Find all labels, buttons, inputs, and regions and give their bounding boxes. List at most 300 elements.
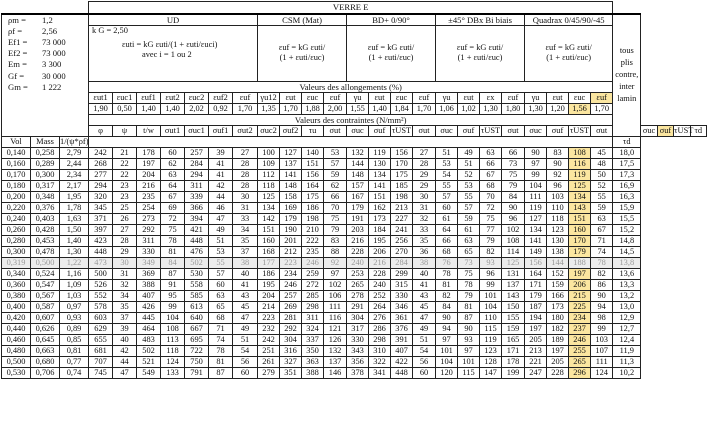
table-cell: 53 <box>209 246 233 257</box>
table-cell: 88 <box>324 246 347 257</box>
table-cell: 79 <box>480 235 502 246</box>
stress-label: σuf <box>657 125 673 136</box>
table-cell: 629 <box>89 323 113 334</box>
table-row <box>2 169 707 180</box>
property-label: Ef2 = <box>8 48 28 59</box>
table-cell: 213 <box>525 345 547 356</box>
table-cell: 0,587 <box>31 301 60 312</box>
table-cell: 343 <box>347 345 369 356</box>
table-cell: 75 <box>324 213 347 224</box>
table-cell: 44 <box>113 356 137 367</box>
table-cell: 361 <box>391 312 413 323</box>
table-cell: 51 <box>458 158 480 169</box>
table-cell: 201 <box>280 235 302 246</box>
table-cell: 294 <box>185 169 209 180</box>
table-cell: 115 <box>480 323 502 334</box>
table-cell: 0,478 <box>31 246 60 257</box>
table-cell: 558 <box>185 279 209 290</box>
dbx-formula <box>436 25 525 81</box>
table-cell: 42 <box>209 180 233 191</box>
table-cell: 93 <box>480 257 502 268</box>
table-cell: 337 <box>302 334 324 345</box>
strain-label: εut <box>547 92 569 103</box>
table-cell: 330 <box>347 334 369 345</box>
table-cell: 57 <box>209 268 233 279</box>
table-cell: 64 <box>161 180 185 191</box>
table-cell: 0,524 <box>31 268 60 279</box>
table-cell: 116 <box>324 312 347 323</box>
table-cell: 118 <box>161 345 185 356</box>
table-cell: 242 <box>258 334 280 345</box>
allongements-title: Valeurs des allongements (%) <box>89 81 613 92</box>
table-cell: 0,289 <box>31 158 60 169</box>
table-cell: 83 <box>324 235 347 246</box>
table-cell: 18,0 <box>613 147 641 158</box>
table-cell: 234 <box>569 312 591 323</box>
table-cell: 273 <box>137 213 161 224</box>
strain-value: 1,30 <box>525 103 547 114</box>
table-cell: 0,85 <box>60 334 89 345</box>
table-cell: 96 <box>547 180 569 191</box>
table-cell: 330 <box>391 290 413 301</box>
table-cell: 222 <box>302 235 324 246</box>
table-cell: 13,2 <box>613 290 641 301</box>
strain-label: εuc2 <box>185 92 209 103</box>
table-cell: 94 <box>436 323 458 334</box>
table-cell: 294 <box>89 180 113 191</box>
table-cell: 47 <box>233 312 258 323</box>
table-cell: 164 <box>302 180 324 191</box>
table-cell: 78 <box>436 268 458 279</box>
table-cell: 160 <box>569 224 591 235</box>
table-cell: 99 <box>480 279 502 290</box>
table-cell: 104 <box>480 301 502 312</box>
table-cell: 104 <box>525 180 547 191</box>
stress-label: τUST <box>480 125 501 135</box>
table-cell: 119 <box>569 169 591 180</box>
table-cell: 221 <box>525 356 547 367</box>
stress-label: σuc1 <box>185 125 209 136</box>
table-cell: 27 <box>413 147 436 158</box>
table-cell: 77 <box>480 224 502 235</box>
table-cell: 655 <box>89 334 113 345</box>
table-cell: 464 <box>137 323 161 334</box>
table-cell: 369 <box>137 268 161 279</box>
table-cell: 445 <box>137 312 161 323</box>
table-cell: 473 <box>89 257 113 268</box>
table-cell: 148 <box>280 180 302 191</box>
bd-formula <box>347 25 436 81</box>
table-cell: 84 <box>436 301 458 312</box>
table-cell: 34 <box>233 224 258 235</box>
table-cell: 131 <box>502 268 525 279</box>
table-cell: 279 <box>258 367 280 378</box>
csm-formula-1: εuf = kG εuti/ <box>278 43 326 52</box>
table-cell: 79 <box>458 290 480 301</box>
strain-value: 2,00 <box>324 103 347 114</box>
table-cell: 101 <box>436 345 458 356</box>
table-cell: 284 <box>391 257 413 268</box>
table-cell: 0,300 <box>2 246 31 257</box>
table-cell: 256 <box>391 235 413 246</box>
table-cell: 526 <box>89 279 113 290</box>
table-cell: 49 <box>458 147 480 158</box>
table-cell: 186 <box>258 268 280 279</box>
stress-label: σut1 <box>161 125 185 136</box>
table-cell: 61 <box>436 213 458 224</box>
table-cell: 81 <box>458 301 480 312</box>
strain-label: εuc1 <box>113 92 137 103</box>
table-cell: 327 <box>280 356 302 367</box>
group-dbx: ±45° DBx Bi biais <box>436 14 525 26</box>
table-cell: 35 <box>233 235 258 246</box>
table-cell: 52 <box>591 180 613 191</box>
table-cell: 83 <box>547 147 569 158</box>
table-row <box>2 312 707 323</box>
table-cell: 55 <box>591 191 613 202</box>
table-cell: 134 <box>525 224 547 235</box>
table-cell: 124 <box>161 356 185 367</box>
table-cell: 87 <box>161 268 185 279</box>
table-cell: 54 <box>233 345 258 356</box>
table-row <box>2 345 707 356</box>
table-cell: 47 <box>209 213 233 224</box>
table-cell: 0,89 <box>60 323 89 334</box>
table-cell: 71 <box>591 235 613 246</box>
table-cell: 82 <box>591 268 613 279</box>
table-cell: 97 <box>525 158 547 169</box>
table-cell: 15,9 <box>613 202 641 213</box>
table-cell: 102 <box>324 279 347 290</box>
strain-label: γu <box>347 92 369 103</box>
table-cell: 33 <box>413 224 436 235</box>
table-cell: 423 <box>89 235 113 246</box>
strain-value: 2,02 <box>185 103 209 114</box>
table-cell: 291 <box>347 301 369 312</box>
table-cell: 448 <box>391 367 413 378</box>
table-cell: 99 <box>591 323 613 334</box>
table-cell: 29 <box>413 169 436 180</box>
table-cell: 376 <box>391 323 413 334</box>
table-cell: 265 <box>347 279 369 290</box>
strain-label: γu12 <box>258 92 280 103</box>
table-cell: 1,40 <box>60 235 89 246</box>
table-cell: 59 <box>324 169 347 180</box>
table-cell: 157 <box>347 180 369 191</box>
kg-value: k G = 2,50 <box>92 25 128 35</box>
table-cell: 81 <box>161 246 185 257</box>
table-cell: 51 <box>413 334 436 345</box>
head-phi: φ <box>89 125 113 136</box>
table-cell: 240 <box>369 279 391 290</box>
table-cell: 272 <box>302 279 324 290</box>
table-cell: 13,8 <box>613 257 641 268</box>
right-note <box>613 14 641 137</box>
stress-label: τUST <box>674 125 694 135</box>
table-cell: 109 <box>258 158 280 169</box>
table-cell: 158 <box>280 191 302 202</box>
table-cell: 51 <box>209 235 233 246</box>
table-cell: 72 <box>480 202 502 213</box>
strain-label: εut <box>280 92 302 103</box>
table-cell: 0,420 <box>2 312 31 323</box>
table-cell: 184 <box>369 224 391 235</box>
table-cell: 28 <box>413 158 436 169</box>
table-cell: 170 <box>569 235 591 246</box>
table-cell: 2,17 <box>60 180 89 191</box>
table-cell: 178 <box>502 356 525 367</box>
table-cell: 106 <box>324 290 347 301</box>
table-cell: 119 <box>525 202 547 213</box>
table-cell: 0,360 <box>2 279 31 290</box>
strain-label: εuc <box>569 92 591 103</box>
table-cell: 30 <box>113 257 137 268</box>
table-cell: 82 <box>480 246 502 257</box>
table-cell: 2,34 <box>60 169 89 180</box>
table-cell: 11,9 <box>613 345 641 356</box>
table-cell: 87 <box>458 312 480 323</box>
head-vol: Vol <box>2 136 31 147</box>
table-cell: 62 <box>161 158 185 169</box>
strain-label: εut <box>458 92 480 103</box>
material-properties <box>2 14 89 137</box>
stress-label: σuc <box>525 125 547 136</box>
table-cell: 118 <box>547 213 569 224</box>
table-cell: 205 <box>525 334 547 345</box>
dbx-formula-2: (1 + εuti/εuc) <box>457 53 503 62</box>
strain-value: 1,35 <box>258 103 280 114</box>
table-cell: 52 <box>458 169 480 180</box>
table-cell: 30 <box>413 191 436 202</box>
table-cell: 276 <box>369 312 391 323</box>
table-cell: 191 <box>347 213 369 224</box>
table-cell: 101 <box>458 356 480 367</box>
table-cell: 0,200 <box>2 191 31 202</box>
strain-label: γu <box>525 92 547 103</box>
head-psi: ψ <box>113 125 137 136</box>
table-cell: 215 <box>569 290 591 301</box>
table-cell: 214 <box>258 301 280 312</box>
table-cell: 0,258 <box>31 147 60 158</box>
table-cell: 37 <box>233 246 258 257</box>
table-cell: 173 <box>369 213 391 224</box>
table-cell: 1,16 <box>60 268 89 279</box>
table-cell: 60 <box>436 202 458 213</box>
table-cell: 26 <box>113 213 137 224</box>
table-cell: 111 <box>324 301 347 312</box>
table-cell: 0,348 <box>31 191 60 202</box>
table-cell: 521 <box>137 356 161 367</box>
table-cell: 0,77 <box>60 356 89 367</box>
table-cell: 137 <box>324 356 347 367</box>
table-cell: 0,440 <box>2 323 31 334</box>
table-cell: 55 <box>436 180 458 191</box>
table-cell: 0,376 <box>31 202 60 213</box>
table-cell: 388 <box>302 367 324 378</box>
table-cell: 237 <box>569 323 591 334</box>
table-cell: 296 <box>569 367 591 378</box>
table-cell: 255 <box>569 345 591 356</box>
table-cell: 552 <box>89 290 113 301</box>
table-cell: 585 <box>185 290 209 301</box>
strain-value: 1,30 <box>480 103 502 114</box>
property-value: 1,2 <box>42 14 53 25</box>
table-cell: 0,160 <box>2 158 31 169</box>
table-cell: 95 <box>161 290 185 301</box>
table-cell: 407 <box>137 290 161 301</box>
table-cell: 27 <box>233 147 258 158</box>
table-cell: 0,400 <box>2 301 31 312</box>
table-cell: 448 <box>89 246 113 257</box>
table-cell: 151 <box>302 158 324 169</box>
table-cell: 234 <box>280 268 302 279</box>
table-cell: 285 <box>302 290 324 301</box>
table-cell: 66 <box>502 147 525 158</box>
table-cell: 350 <box>302 345 324 356</box>
table-cell: 0,547 <box>31 279 60 290</box>
stress-label: σut <box>324 125 347 136</box>
group-bd: BD+ 0/90° <box>347 14 436 26</box>
table-cell: 549 <box>137 367 161 378</box>
bd-formula-1: εuf = kG εuti/ <box>367 43 415 52</box>
table-cell: 252 <box>369 290 391 301</box>
table-cell: 12,4 <box>613 334 641 345</box>
table-cell: 48 <box>591 158 613 169</box>
table-cell: 140 <box>302 147 324 158</box>
table-cell: 197 <box>547 345 569 356</box>
table-cell: 330 <box>137 246 161 257</box>
table-cell: 103 <box>547 191 569 202</box>
table-cell: 84 <box>161 257 185 268</box>
table-cell: 0,319 <box>2 257 31 268</box>
strain-value: 1,55 <box>347 103 369 114</box>
table-cell: 50 <box>591 169 613 180</box>
table-cell: 1,22 <box>60 257 89 268</box>
table-cell: 96 <box>502 213 525 224</box>
table-cell: 483 <box>137 334 161 345</box>
table-cell: 42 <box>113 345 137 356</box>
table-cell: 228 <box>547 367 569 378</box>
table-cell: 146 <box>324 367 347 378</box>
stress-label: τd <box>690 125 706 136</box>
table-cell: 79 <box>502 180 525 191</box>
table-cell: 125 <box>502 257 525 268</box>
table-cell: 216 <box>137 180 161 191</box>
table-cell: 269 <box>280 301 302 312</box>
table-cell: 681 <box>89 345 113 356</box>
table-cell: 96 <box>480 268 502 279</box>
table-cell: 199 <box>502 367 525 378</box>
table-cell: 143 <box>569 202 591 213</box>
table-cell: 38 <box>233 257 258 268</box>
data-table <box>1 1 707 379</box>
property-5 <box>5 71 88 82</box>
table-cell: 144 <box>547 257 569 268</box>
ud-formula <box>89 25 258 81</box>
strain-label: εut1 <box>89 92 113 103</box>
table-row <box>2 213 707 224</box>
table-cell: 1,03 <box>60 290 89 301</box>
table-cell: 2,44 <box>60 158 89 169</box>
table-cell: 144 <box>347 158 369 169</box>
table-cell: 223 <box>258 312 280 323</box>
strain-value: 0,50 <box>113 103 137 114</box>
table-cell: 791 <box>185 367 209 378</box>
table-cell: 99 <box>525 169 547 180</box>
table-cell: 113 <box>161 334 185 345</box>
table-cell: 73 <box>502 158 525 169</box>
stress-label: σut <box>413 125 436 136</box>
table-row <box>2 180 707 191</box>
table-cell: 0,140 <box>2 147 31 158</box>
table-cell: 74 <box>591 246 613 257</box>
table-cell: 78 <box>209 345 233 356</box>
table-cell: 189 <box>547 334 569 345</box>
table-row <box>2 158 707 169</box>
table-cell: 151 <box>258 224 280 235</box>
table-cell: 98 <box>591 312 613 323</box>
table-cell: 93 <box>458 334 480 345</box>
table-cell: 235 <box>302 246 324 257</box>
table-cell: 57 <box>436 191 458 202</box>
table-cell: 448 <box>185 235 209 246</box>
table-row <box>2 323 707 334</box>
stress-label: σut2 <box>233 125 258 136</box>
table-cell: 16,3 <box>613 191 641 202</box>
table-cell: 87 <box>209 367 233 378</box>
table-cell: 185 <box>391 180 413 191</box>
table-cell: 104 <box>161 312 185 323</box>
table-cell: 54 <box>413 345 436 356</box>
table-cell: 97 <box>324 268 347 279</box>
contraintes-title: Valeurs des contraintes (N/mm²) <box>89 114 613 125</box>
ud-formula-line1: εuti = kG εuti/(1 + εuti/εuci) <box>122 39 218 49</box>
table-cell: 349 <box>137 257 161 268</box>
table-cell: 22 <box>113 158 137 169</box>
property-label: Ef1 = <box>8 36 28 47</box>
stress-label: σuf <box>547 125 569 136</box>
table-cell: 46 <box>209 202 233 213</box>
table-cell: 171 <box>502 345 525 356</box>
table-cell: 102 <box>502 224 525 235</box>
table-cell: 165 <box>502 334 525 345</box>
table-cell: 68 <box>209 312 233 323</box>
property-4 <box>5 59 88 70</box>
table-cell: 75 <box>458 268 480 279</box>
table-cell: 270 <box>391 246 413 257</box>
table-cell: 82 <box>436 290 458 301</box>
strain-value: 1,80 <box>502 103 525 114</box>
table-cell: 421 <box>185 224 209 235</box>
strain-label: εx <box>480 92 502 103</box>
table-cell: 14,8 <box>613 235 641 246</box>
table-cell: 94 <box>591 301 613 312</box>
table-cell: 149 <box>525 246 547 257</box>
table-cell: 152 <box>547 268 569 279</box>
table-row <box>2 257 707 268</box>
table-cell: 206 <box>369 246 391 257</box>
table-cell: 121 <box>324 323 347 334</box>
table-cell: 134 <box>258 202 280 213</box>
property-6 <box>5 82 88 93</box>
table-cell: 75 <box>480 213 502 224</box>
table-cell: 56 <box>413 356 436 367</box>
table-cell: 69 <box>161 202 185 213</box>
table-cell: 134 <box>569 191 591 202</box>
table-cell: 84 <box>502 191 525 202</box>
stress-label: τu <box>302 125 324 136</box>
table-cell: 37 <box>113 312 137 323</box>
